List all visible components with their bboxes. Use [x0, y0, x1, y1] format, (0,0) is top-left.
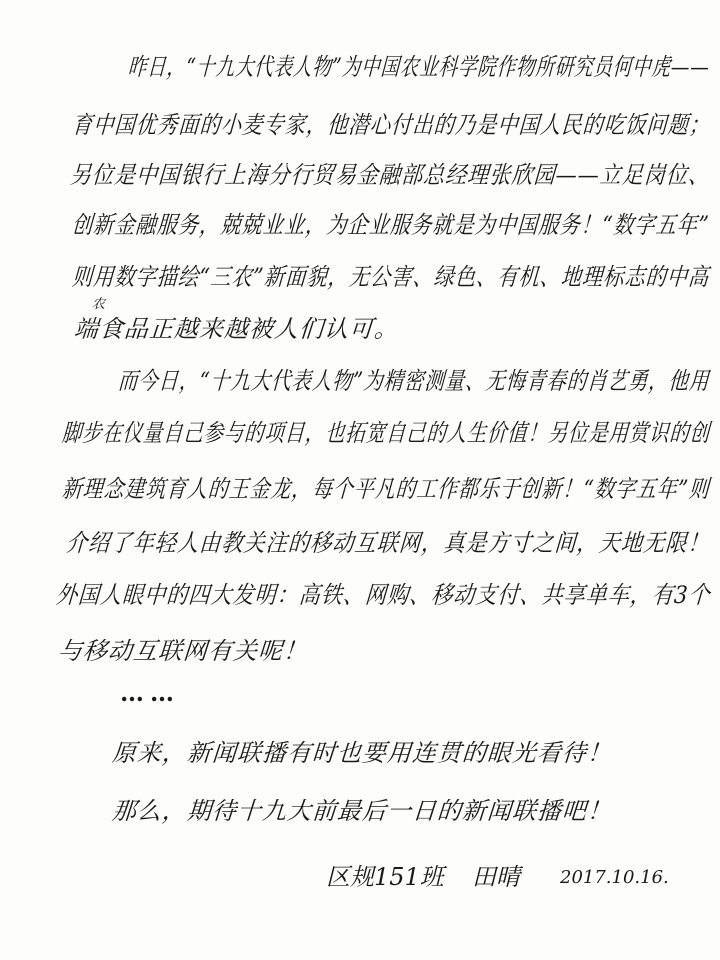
paragraph-1-line-4: 创新金融服务，兢兢业业，为企业服务就是为中国服务！“数字五年”	[71, 211, 711, 239]
paragraph-2-line-6: 与移动互联网有关呢！	[57, 637, 309, 665]
signature-name: 田晴	[472, 863, 520, 891]
paragraph-1-line-2: 育中国优秀面的小麦专家，他潜心付出的乃是中国人民的吃饭问题；	[71, 111, 712, 139]
closing-line-1: 原来，新闻联播有时也要用连贯的眼光看待！	[111, 739, 613, 767]
paragraph-2-line-1: 而今日，“十九大代表人物”为精密测量、无悔青春的肖艺勇，他用	[117, 367, 711, 395]
paragraph-2-line-3: 新理念建筑育人的王金龙，每个平凡的工作都乐于创新！“数字五年”则	[61, 475, 711, 503]
paragraph-1-line-1: 昨日，“十九大代表人物”为中国农业科学院作物所研究员何中虎——	[127, 53, 711, 81]
paragraph-1-line-3: 另位是中国银行上海分行贸易金融部总经理张欣园——立足岗位、	[69, 161, 712, 189]
paragraph-2-line-4: 介绍了年轻人由教关注的移动互联网，真是方寸之间，天地无限！	[65, 529, 711, 557]
ellipsis: ……	[120, 678, 180, 707]
paragraph-1-line-5: 则用数字描绘“三农”新面貌，无公害、绿色、有机、地理标志的中高	[71, 263, 711, 291]
closing-line-2: 那么，期待十九大前最后一日的新闻联播吧！	[111, 797, 613, 825]
paragraph-2-line-5: 外国人眼中的四大发明：高铁、网购、移动支付、共享单车，有3个	[55, 581, 712, 609]
signature-class: 区规151班	[326, 863, 444, 891]
insertion-mark: 农	[92, 297, 106, 312]
paragraph-2-line-2: 脚步在仪量自己参与的项目，也拓宽自己的人生价值！另位是用赏识的创	[61, 419, 711, 447]
signature-date: 2017.10.16.	[560, 867, 669, 888]
paragraph-1-line-6: 端食品正越来越被人们认可。	[73, 315, 400, 343]
